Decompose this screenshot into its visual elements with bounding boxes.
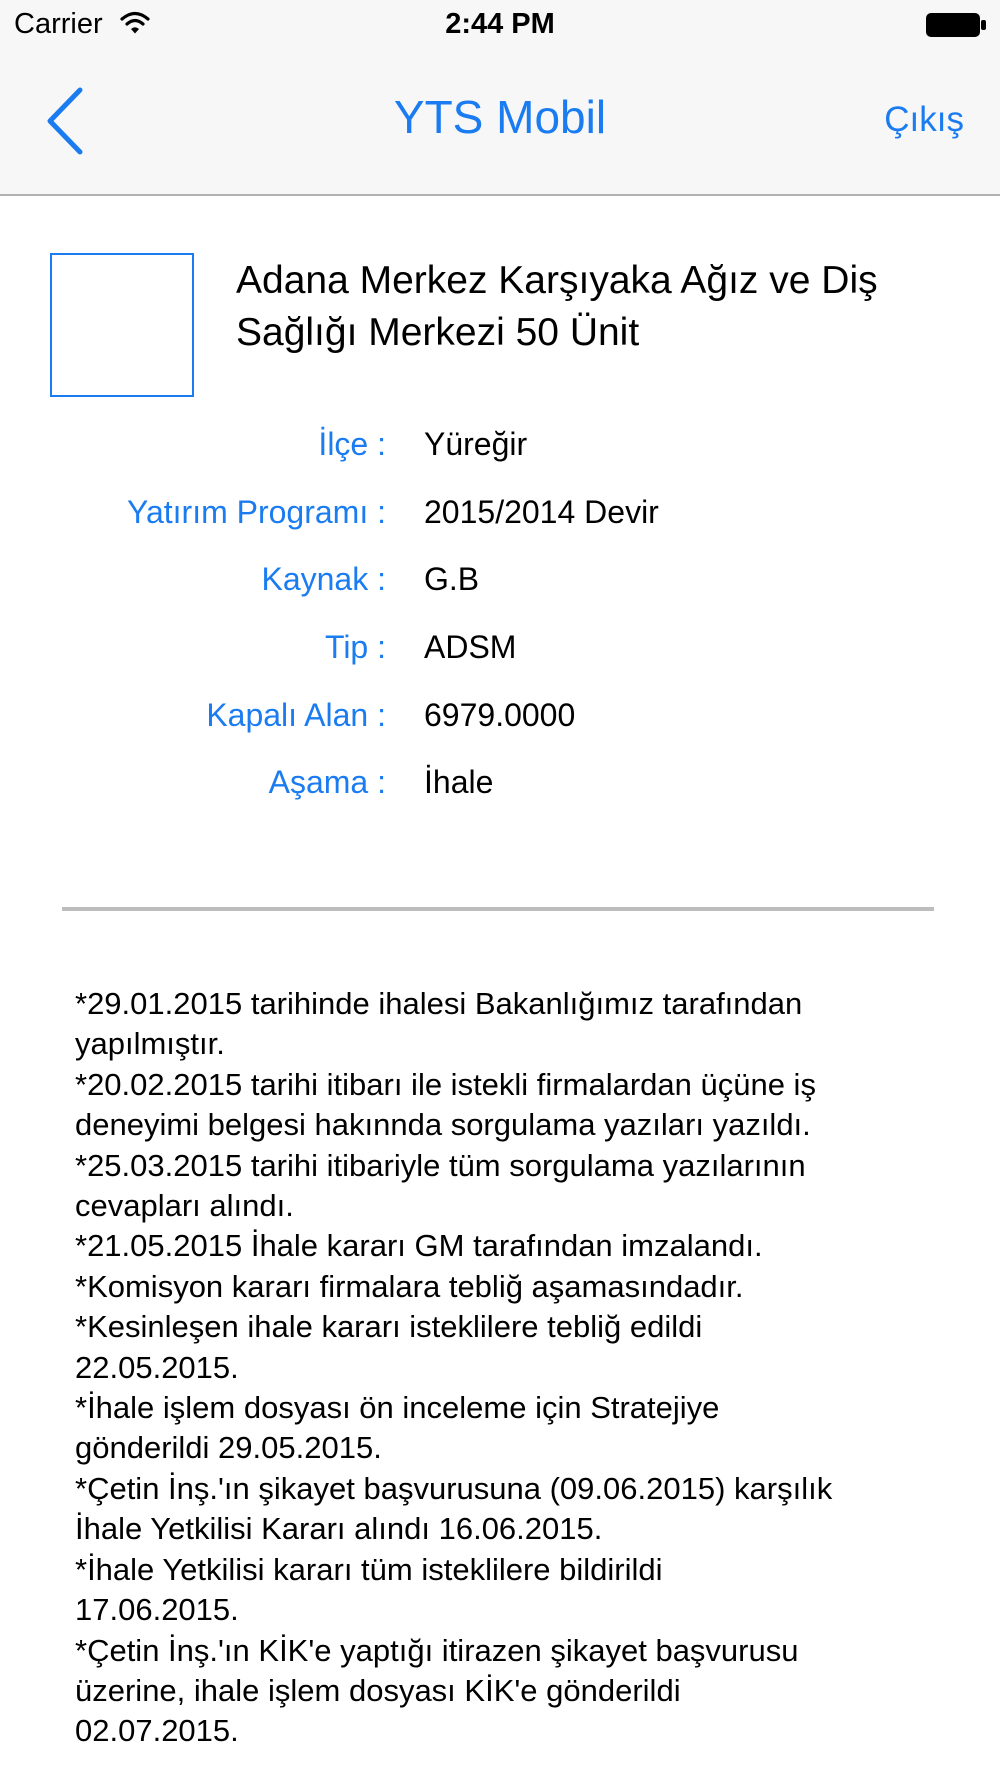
info-row-yatirim-programi	[0, 490, 1000, 534]
page-title: YTS Mobil	[393, 91, 607, 143]
info-value: 2015/2014 Devir	[424, 494, 659, 530]
info-value: 6979.0000	[424, 697, 576, 733]
note-line: *Çetin İnş.'ın şikayet başvurusuna (09.06.2015) karşılık	[75, 1470, 833, 1506]
project-thumbnail[interactable]	[50, 253, 194, 397]
note-line: *Komisyon kararı firmalara tebliğ aşamasındadır.	[75, 1268, 744, 1304]
info-label: Kaynak :	[261, 561, 386, 597]
info-label: Kapalı Alan :	[206, 697, 386, 733]
note-line: üzerine, ihale işlem dosyası KİK'e gönderildi	[75, 1672, 681, 1708]
note-line: *21.05.2015 İhale kararı GM tarafından imzalandı.	[75, 1228, 763, 1264]
note-line: İhale Yetkilisi Kararı alındı 16.06.2015.	[75, 1511, 603, 1547]
info-row-asama	[0, 760, 1000, 804]
info-row-ilce	[0, 422, 1000, 466]
note-line: 22.05.2015.	[75, 1349, 239, 1385]
navigation-bar	[0, 0, 1000, 196]
project-title-line: Sağlığı Merkezi 50 Ünit	[236, 311, 640, 354]
info-label: Aşama :	[268, 764, 386, 800]
info-label: Yatırım Programı :	[126, 494, 386, 530]
info-label: İlçe :	[318, 426, 386, 462]
note-line: *20.02.2015 tarihi itibarı ile istekli firmalardan üçüne iş	[75, 1066, 816, 1102]
exit-button[interactable]: Çıkış	[884, 100, 964, 139]
note-line: gönderildi 29.05.2015.	[75, 1430, 382, 1466]
info-value: İhale	[424, 764, 494, 800]
info-row-kapali-alan	[0, 693, 1000, 737]
carrier-label: Carrier	[14, 8, 103, 40]
info-value: G.B	[424, 561, 480, 597]
note-line: 17.06.2015.	[75, 1592, 239, 1628]
note-line: *Çetin İnş.'ın KİK'e yaptığı itirazen şikayet başvurusu	[75, 1632, 799, 1668]
note-line: cevapları alındı.	[75, 1188, 294, 1224]
project-title	[236, 255, 976, 359]
divider	[62, 907, 934, 911]
info-row-kaynak	[0, 557, 1000, 601]
note-line: *İhale işlem dosyası ön inceleme için Stratejiye	[75, 1390, 720, 1426]
info-value: Yüreğir	[424, 426, 528, 462]
status-time: 2:44 PM	[445, 8, 555, 40]
note-line: *İhale Yetkilisi kararı tüm isteklilere bildirildi	[75, 1551, 663, 1587]
note-line: *Kesinleşen ihale kararı isteklilere tebliğ edildi	[75, 1309, 703, 1345]
info-value: ADSM	[424, 629, 517, 665]
note-line: 02.07.2015.	[75, 1713, 239, 1749]
note-line: deneyimi belgesi hakınnda sorgulama yazıları yazıldı.	[75, 1107, 811, 1143]
project-title-line: Adana Merkez Karşıyaka Ağız ve Diş	[236, 259, 878, 302]
note-line: *25.03.2015 tarihi itibariyle tüm sorgulama yazılarının	[75, 1147, 806, 1183]
info-row-tip	[0, 625, 1000, 669]
info-label: Tip :	[324, 629, 386, 665]
battery-icon	[925, 12, 987, 38]
project-notes	[75, 984, 975, 1752]
note-line: *29.01.2015 tarihinde ihalesi Bakanlığımız tarafından	[75, 986, 803, 1021]
note-line: yapılmıştır.	[75, 1026, 225, 1062]
